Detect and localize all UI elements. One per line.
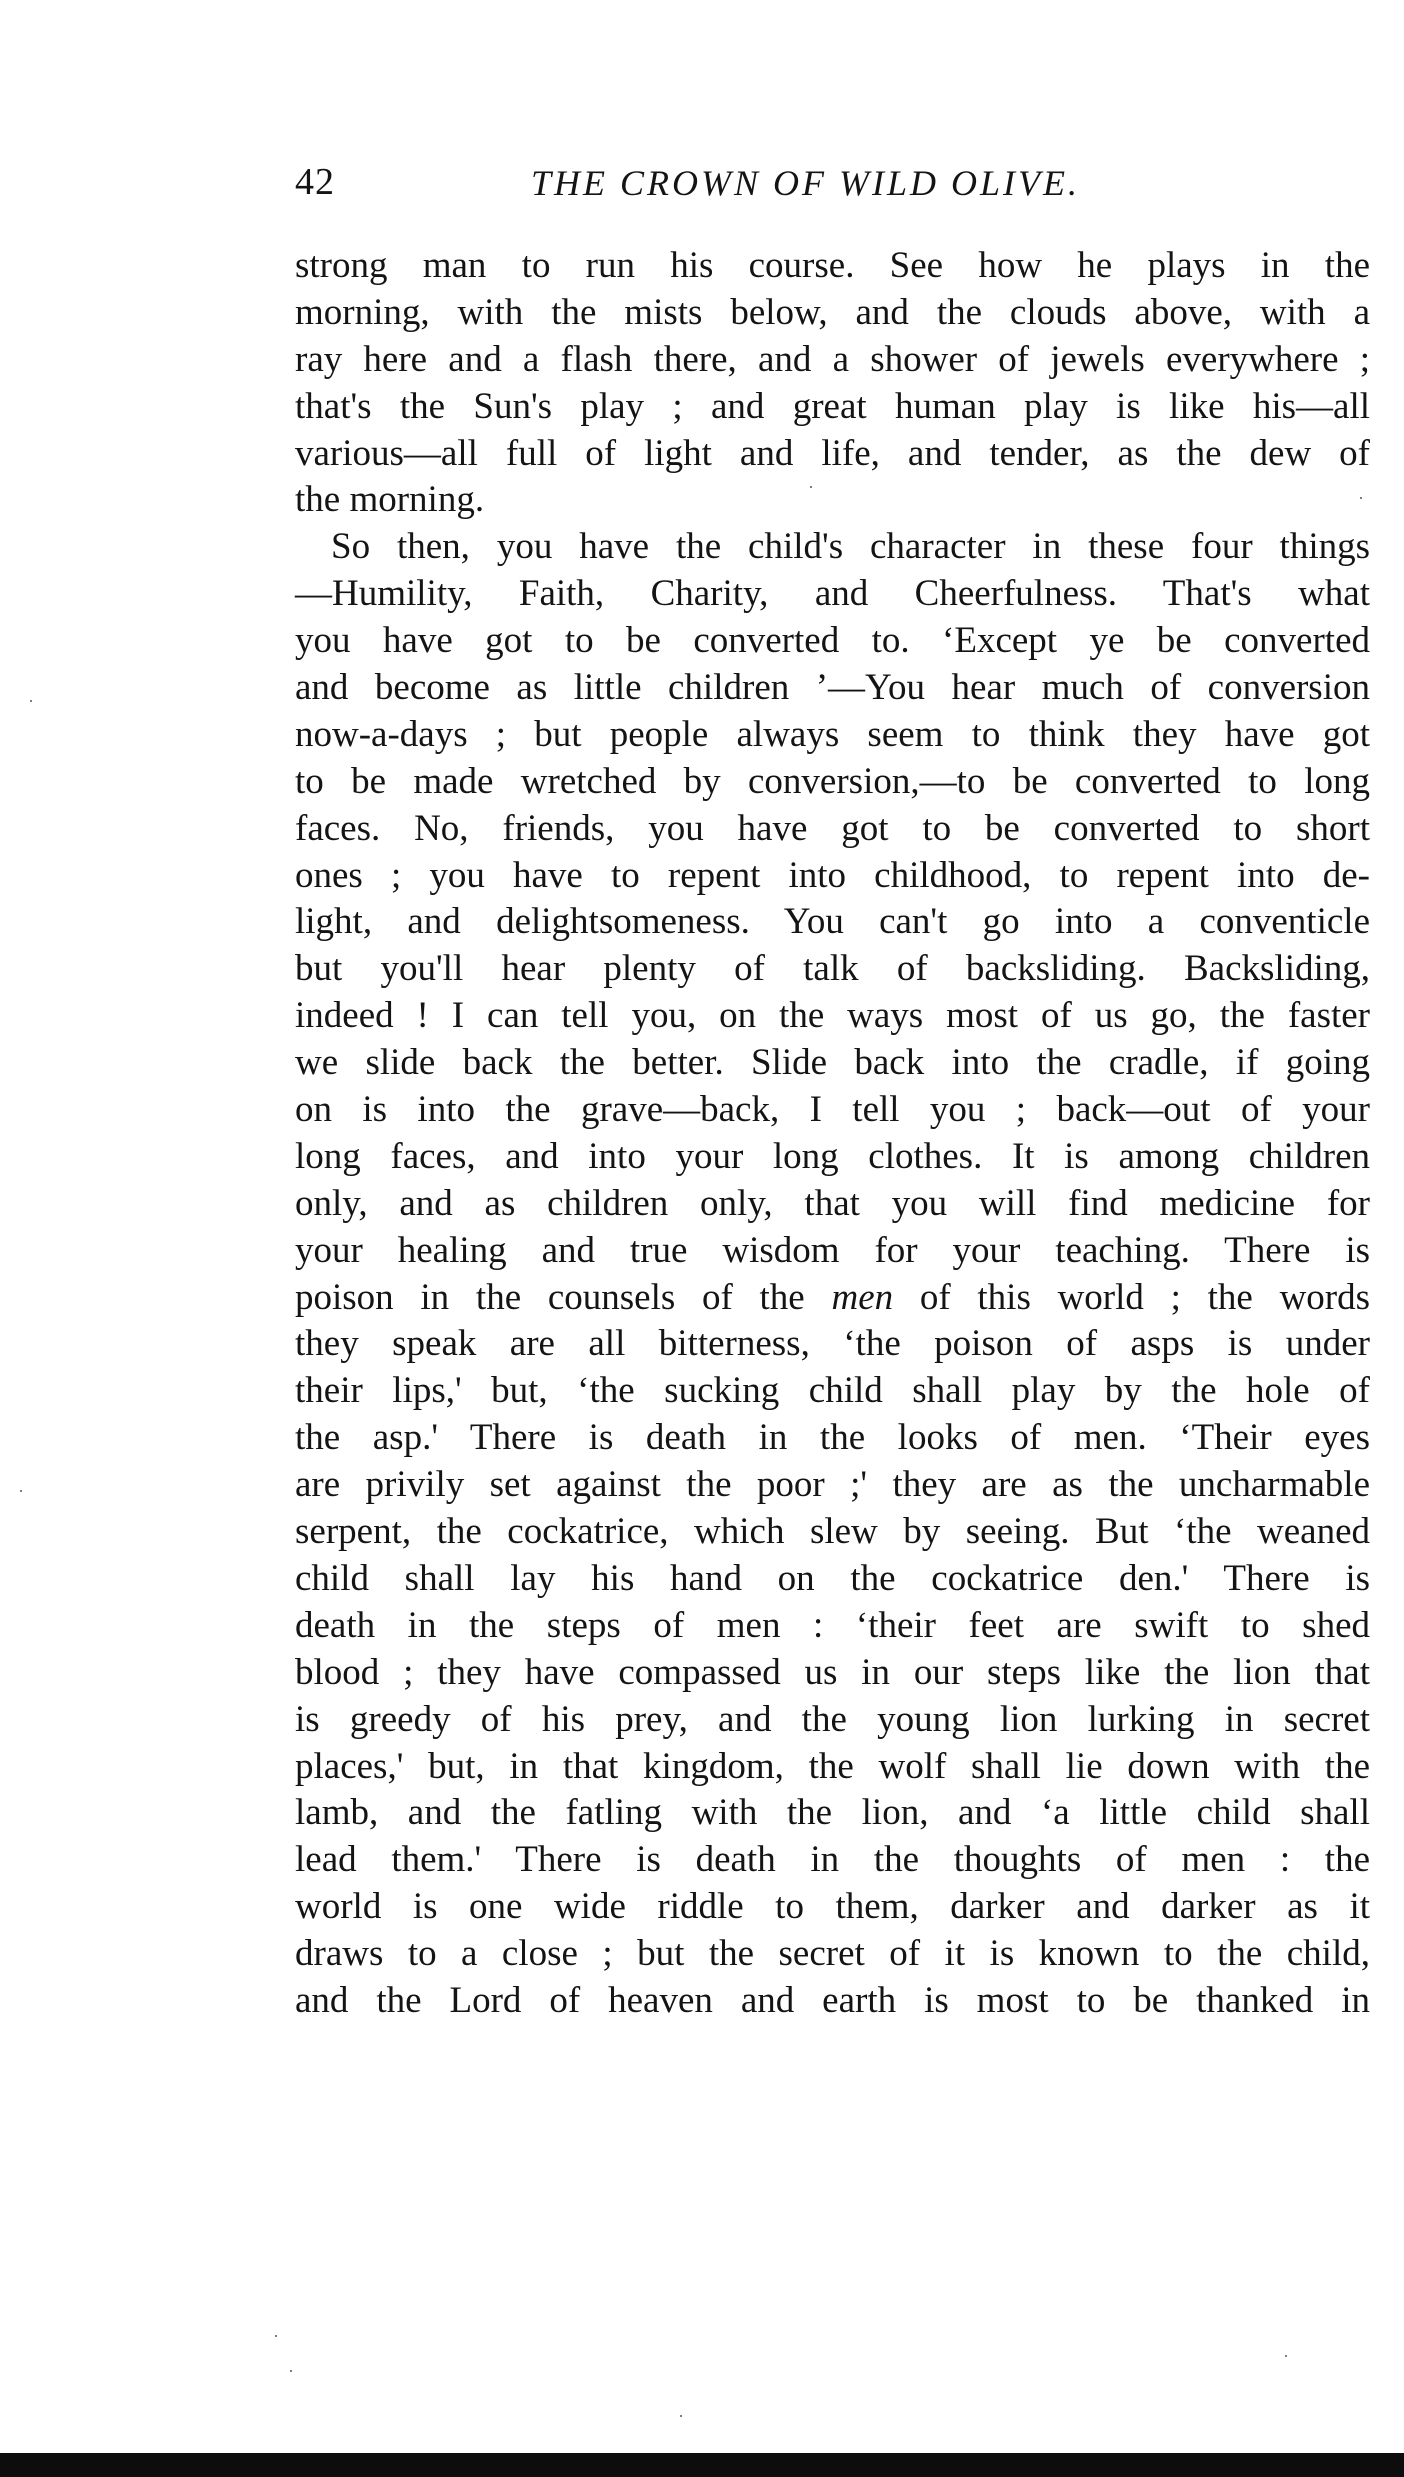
- text-line: world is one wide riddle to them, darker and darker as it: [295, 1886, 1370, 1928]
- text-line: and become as little children ’—You hear much of conversion: [295, 667, 1370, 709]
- text-line: draws to a close ; but the secret of it is known to the child,: [295, 1933, 1370, 1975]
- text-line: ones ; you have to repent into childhood, to repent into de-: [295, 854, 1370, 896]
- text-line: that's the Sun's play ; and great human play is like his—all: [295, 385, 1370, 427]
- body-text: [295, 243, 1370, 2025]
- scan-edge-bar: [0, 2453, 1404, 2477]
- text-line: but you'll hear plenty of talk of backsliding. Backsliding,: [295, 948, 1370, 990]
- text-line-with-emphasis: [295, 1275, 1370, 1322]
- text-line: only, and as children only, that you will find medicine for: [295, 1182, 1370, 1224]
- text-line: are privily set against the poor ;' they are as the uncharmable: [295, 1464, 1370, 1506]
- text-line: light, and delightsomeness. You can't go into a conventicle: [295, 901, 1370, 943]
- text-line: strong man to run his course. See how he plays in the: [295, 245, 1370, 286]
- running-title: THE CROWN OF WILD OLIVE.: [531, 163, 1080, 203]
- page-header: [295, 160, 1375, 220]
- text-line: you have got to be converted to. ‘Except ye be converted: [295, 620, 1370, 662]
- text-line: and the Lord of heaven and earth is most to be thanked in: [295, 1979, 1370, 2021]
- text-line: —Humility, Faith, Charity, and Cheerfulness. That's what: [295, 573, 1370, 615]
- text-line: indeed ! I can tell you, on the ways most of us go, the faster: [295, 995, 1370, 1037]
- text-line: lead them.' There is death in the thoughts of men : the: [295, 1839, 1370, 1881]
- text-line: death in the steps of men : ‘their feet are swift to shed: [295, 1604, 1370, 1646]
- text-segment: poison in the counsels of the: [295, 1276, 805, 1318]
- text-line: various—all full of light and life, and tender, as the dew of: [295, 432, 1370, 474]
- text-line: ray here and a flash there, and a shower of jewels everywhere ;: [295, 338, 1370, 380]
- text-line: to be made wretched by conversion,—to be converted to long: [295, 760, 1370, 802]
- text-line: faces. No, friends, you have got to be converted to short: [295, 807, 1370, 849]
- text-line: they speak are all bitterness, ‘the poison of asps is under: [295, 1323, 1370, 1365]
- text-line: is greedy of his prey, and the young lion lurking in secret: [295, 1698, 1370, 1740]
- text-line: the morning.: [295, 479, 485, 521]
- text-line: places,' but, in that kingdom, the wolf shall lie down with the: [295, 1745, 1370, 1787]
- paper-speck: [810, 486, 812, 488]
- text-line: on is into the grave—back, I tell you ; back—out of your: [295, 1089, 1370, 1131]
- text-segment: of this world ; the words: [919, 1276, 1371, 1318]
- paper-speck: [1360, 497, 1362, 499]
- text-line: the asp.' There is death in the looks of men. ‘Their eyes: [295, 1417, 1370, 1459]
- text-line: child shall lay his hand on the cockatrice den.' There is: [295, 1557, 1370, 1599]
- page-number: 42: [295, 161, 335, 203]
- paper-speck: [275, 2335, 277, 2337]
- paper-speck: [1285, 2355, 1287, 2357]
- text-line: their lips,' but, ‘the sucking child shall play by the hole of: [295, 1370, 1370, 1412]
- paper-speck: [680, 2415, 682, 2417]
- text-line: we slide back the better. Slide back into the cradle, if going: [295, 1042, 1370, 1084]
- text-line: serpent, the cockatrice, which slew by seeing. But ‘the weaned: [295, 1511, 1370, 1553]
- paper-speck: [290, 2370, 292, 2372]
- text-line: lamb, and the fatling with the lion, and ‘a little child shall: [295, 1792, 1370, 1834]
- paper-speck: [30, 700, 32, 702]
- text-line: So then, you have the child's character in these four things: [331, 526, 1370, 568]
- text-line: your healing and true wisdom for your teaching. There is: [295, 1229, 1370, 1271]
- text-line: long faces, and into your long clothes. It is among children: [295, 1135, 1370, 1177]
- paper-speck: [20, 1490, 22, 1492]
- text-line: blood ; they have compassed us in our steps like the lion that: [295, 1651, 1370, 1693]
- emphasis-men: men: [831, 1276, 894, 1318]
- text-line: now-a-days ; but people always seem to think they have got: [295, 713, 1370, 755]
- text-line: morning, with the mists below, and the clouds above, with a: [295, 291, 1370, 333]
